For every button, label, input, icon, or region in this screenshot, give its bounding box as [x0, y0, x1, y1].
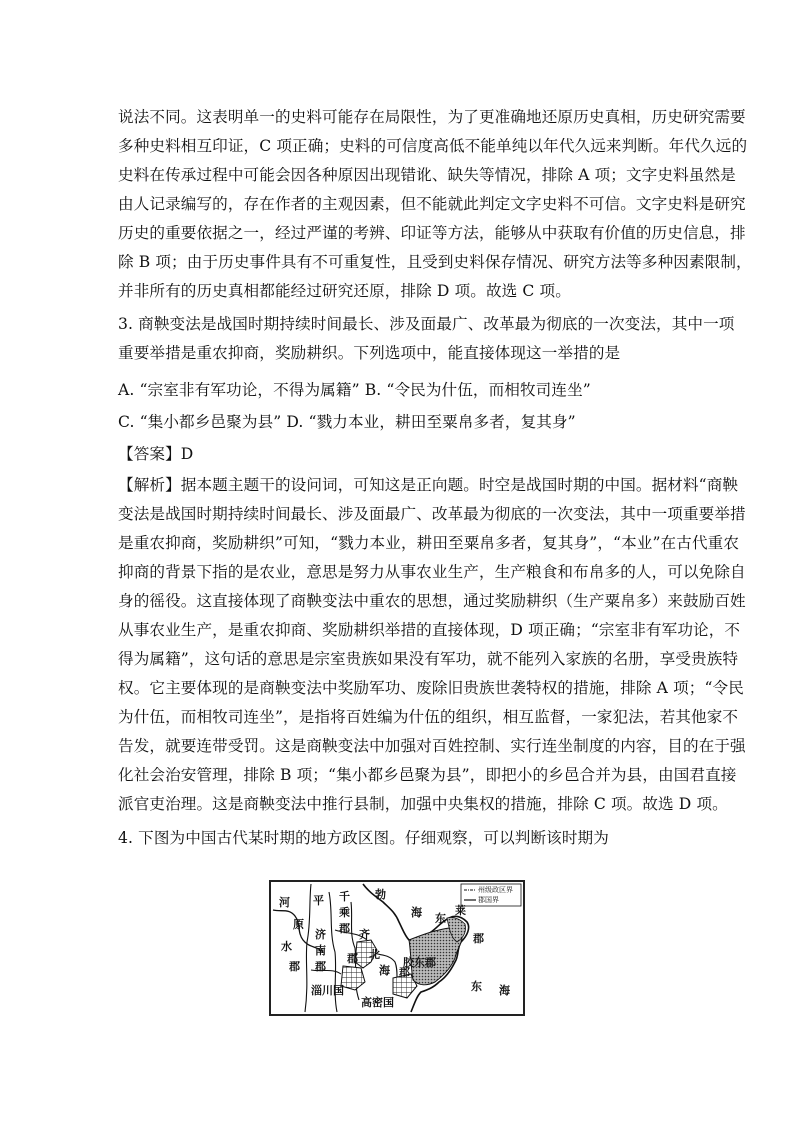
map-label: 勃 [375, 888, 386, 901]
map-label: 水 [281, 940, 292, 953]
analysis-line: 告发，就要连带受罚。这是商鞅变法中加强对百姓控制、实行连坐制度的内容，目的在于强 [118, 737, 746, 755]
answer-explanation-line: 由人记录编写的，存在作者的主观因素，但不能就此判定文字史料不可信。文字史料是研究 [118, 195, 746, 213]
analysis-line: 【解析】据本题主题干的设问词，可知这是正向题。时空是战国时期的中国。据材料“商鞅 [118, 476, 739, 494]
map-label: 东 [471, 980, 482, 993]
question-3-stem: 3. 商鞅变法是战国时期持续时间最长、涉及面最广、改革最为彻底的一次变法，其中一项 [118, 315, 735, 333]
answer-explanation-line: 历史的重要依据之一，经过严谨的考辨、印证等方法，能够从中获取有价值的历史信息，排 [118, 224, 746, 242]
map-label: 郡 [473, 932, 484, 945]
question-4-stem: 4. 下图为中国古代某时期的地方政区图。仔细观察，可以判断该时期为 [118, 829, 609, 847]
map-label: 北 [369, 948, 380, 961]
map-label: 济 [315, 928, 326, 941]
map-label: 莱 [455, 904, 466, 917]
map-label: 千 [339, 890, 350, 903]
map-label: 海 [411, 906, 422, 919]
answer-explanation-line: 说法不同。这表明单一的史料可能存在局限性，为了更准确地还原历史真相，历史研究需要 [118, 108, 746, 126]
map-label: 郡 [339, 922, 350, 935]
map-label: 高密国 [361, 996, 394, 1009]
answer-explanation-line: 除 B 项；由于历史事件具有不可重复性，且受到史料保存情况、研究方法等多种因素限制， [118, 253, 752, 271]
analysis-line: 化社会治安管理，排除 B 项；“集小都乡邑聚为县”，即把小的乡邑合并为县，由国君直接 [118, 766, 737, 784]
analysis-line: 得为属籍”，这句话的意思是宗室贵族如果没有军功，就不能列入家族的名册，享受贵族特 [118, 650, 739, 668]
map-svg [271, 882, 523, 1014]
analysis-line: 是重农抑商，奖励耕织”可知，“戮力本业，耕田至粟帛多者，复其身”，“本业”在古代重农 [118, 534, 740, 552]
legend-label-commandery: 郡国界 [478, 896, 499, 904]
map-label: 河 [279, 896, 290, 909]
analysis-line: 为什伍，而相牧司连坐”，是指将百姓编为什伍的组织，相互监督，一家犯法，若其他家不 [118, 708, 739, 726]
map-label: 郡 [399, 966, 410, 979]
map-label: 南 [315, 944, 326, 957]
zichuan-region [341, 966, 365, 990]
answer-explanation-line: 多种史料相互印证，C 项正确；史料的可信度高低不能单纯以年代久远来判断。年代久远的 [118, 137, 748, 155]
answer-explanation-line: 史料在传承过程中可能会因各种原因出现错讹、缺失等情况，排除 A 项；文字史料虽然是 [118, 166, 736, 184]
analysis-line: 派官吏治理。这是商鞅变法中推行县制，加强中央集权的措施，排除 C 项。故选 D 项。 [118, 795, 728, 813]
map-label: 齐 [359, 928, 370, 941]
map-label: 乘 [339, 906, 350, 919]
map-label: 海 [499, 984, 510, 997]
map-label: 胶东郡 [403, 956, 436, 969]
map-legend [461, 884, 521, 906]
map-label: 郡 [315, 960, 326, 973]
question-3-options-cd: C. “集小都乡邑聚为县” D. “戮力本业，耕田至粟帛多者，复其身” [118, 413, 576, 431]
analysis-line: 身的徭役。这直接体现了商鞅变法中重农的思想，通过奖励耕织（生产粟帛多）来鼓励百姓 [118, 592, 746, 610]
map-label: 原 [293, 918, 304, 931]
historical-map-figure [269, 880, 525, 1016]
legend-label-province: 州级政区界 [478, 886, 513, 894]
question-3-options-ab: A. “宗室非有军功论，不得为属籍” B. “令民为什伍，而相牧司连坐” [118, 381, 591, 399]
analysis-line: 变法是战国时期持续时间最长、涉及面最广、改革最为彻底的一次变法，其中一项重要举措 [118, 505, 746, 523]
analysis-line: 抑商的背景下指的是农业，意思是努力从事农业生产，生产粮食和布帛多的人，可以免除自 [118, 563, 746, 581]
analysis-line: 从事农业生产，是重农抑商、奖励耕织举措的直接体现，D 项正确；“宗室非有军功论，不 [118, 621, 741, 639]
analysis-line: 权。它主要体现的是商鞅变法中奖励军功、废除旧贵族世袭特权的措施，排除 A 项；“令民 [118, 679, 744, 697]
question-3-stem: 重要举措是重农抑商，奖励耕织。下列选项中，能直接体现这一举措的是 [118, 344, 621, 362]
map-label: 海 [379, 964, 390, 977]
map-label: 郡 [347, 952, 358, 965]
answer-explanation-line: 并非所有的历史真相都能经过研究还原，排除 D 项。故选 C 项。 [118, 282, 571, 300]
map-label: 淄川国 [311, 984, 344, 997]
map-label: 东 [435, 912, 446, 925]
map-label: 郡 [289, 960, 300, 973]
answer-label: 【答案】D [118, 445, 194, 463]
map-label: 平 [313, 894, 324, 907]
